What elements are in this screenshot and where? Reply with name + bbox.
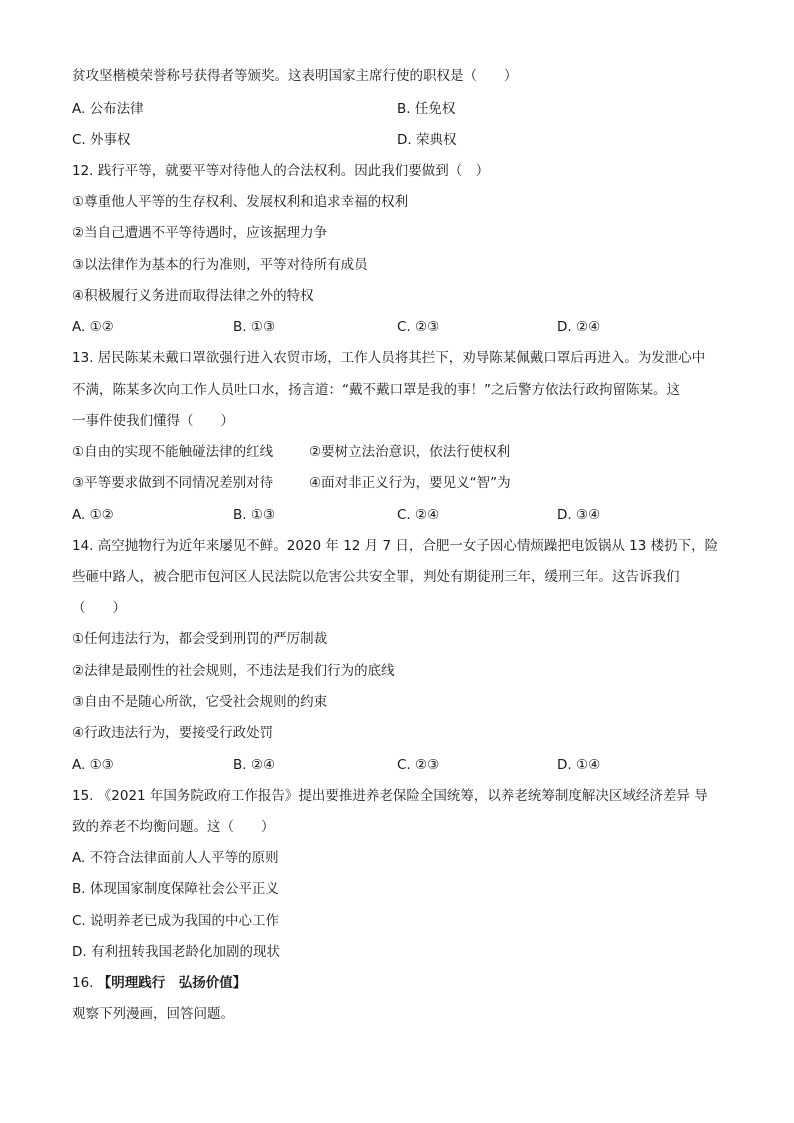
q12-stem: 12. 践行平等，就要平等对待他人的合法权利。因此我们要做到（ ） (72, 163, 490, 179)
q14-stem-line-1: 14. 高空抛物行为近年来屡见不鲜。2020 年 12 月 7 日，合肥一女子因心情烦躁把电饭锅从 13 楼扔下，险 (72, 538, 719, 554)
q14-stem-line-3: （ ） (72, 600, 126, 616)
q13-option-d: D. ③④ (557, 507, 601, 523)
q13-item-4: ④面对非正义行为，要见义“智”为 (309, 475, 511, 491)
q16-header (72, 974, 246, 992)
q13-stem-line-2: 不满，陈某多次向工作人员吐口水，扬言道：“戴不戴口罩是我的事！”之后警方依法行政拘留陈某。这 (72, 382, 680, 398)
q12-item-1: ①尊重他人平等的生存权利、发展权利和追求幸福的权利 (72, 194, 409, 210)
q11-option-a: A. 公布法律 (72, 101, 144, 117)
q14-option-a: A. ①③ (72, 757, 114, 773)
q13-item-3: ③平等要求做到不同情况差别对待 (72, 475, 274, 491)
q11-option-b: B. 任免权 (397, 101, 456, 117)
q13-option-b: B. ①③ (233, 507, 276, 523)
q12-option-b: B. ①③ (233, 319, 276, 335)
q15-option-d: D. 有利扭转我国老龄化加剧的现状 (72, 944, 280, 960)
q11-option-d: D. 荣典权 (397, 132, 457, 148)
q16-number: 16. (72, 975, 94, 991)
q11-option-c: C. 外事权 (72, 132, 131, 148)
q12-item-2: ②当自己遭遇不平等待遇时，应该据理力争 (72, 225, 328, 241)
q15-stem-line-2: 致的养老不均衡问题。这（ ） (72, 819, 275, 835)
q12-option-a: A. ①② (72, 319, 114, 335)
q14-option-d: D. ①④ (557, 757, 601, 773)
q12-option-c: C. ②③ (397, 319, 440, 335)
q12-item-4: ④积极履行义务进而取得法律之外的特权 (72, 288, 314, 304)
q13-option-c: C. ②④ (397, 507, 440, 523)
q14-item-2: ②法律是最刚性的社会规则，不违法是我们行为的底线 (72, 663, 395, 679)
q13-item-1: ①自由的实现不能触碰法律的红线 (72, 444, 274, 460)
q13-stem-line-3: 一事件使我们懂得（ ） (72, 413, 234, 429)
q13-option-a: A. ①② (72, 507, 114, 523)
q15-option-a: A. 不符合法律面前人人平等的原则 (72, 850, 279, 866)
q11-stem-tail: 贫攻坚楷模荣誉称号获得者等颁奖。这表明国家主席行使的职权是（ ） (72, 68, 518, 84)
q15-stem-line-1: 15. 《2021 年国务院政府工作报告》提出要推进养老保险全国统筹，以养老统筹制度解决区域经济差异 导 (72, 788, 708, 804)
q12-item-3: ③以法律作为基本的行为准则，平等对待所有成员 (72, 257, 368, 273)
q16-heading: 【明理践行 弘扬价值】 (97, 975, 247, 991)
q12-option-d: D. ②④ (557, 319, 601, 335)
q14-option-b: B. ②④ (233, 757, 276, 773)
q13-stem-line-1: 13. 居民陈某未戴口罩欲强行进入农贸市场，工作人员将其拦下，劝导陈某佩戴口罩后再进入。为发泄心中 (72, 350, 706, 366)
q14-item-4: ④行政违法行为，要接受行政处罚 (72, 725, 274, 741)
q14-item-3: ③自由不是随心所欲，它受社会规则的约束 (72, 694, 328, 710)
q15-option-c: C. 说明养老已成为我国的中心工作 (72, 913, 280, 929)
q14-option-c: C. ②③ (397, 757, 440, 773)
q16-instruction: 观察下列漫画，回答问题。 (72, 1006, 234, 1022)
q14-stem-line-2: 些砸中路人，被合肥市包河区人民法院以危害公共安全罪，判处有期徒刑三年，缓刑三年。这告诉我们 (72, 569, 680, 585)
q14-item-1: ①任何违法行为，都会受到刑罚的严厉制裁 (72, 631, 328, 647)
q13-item-2: ②要树立法治意识，依法行使权利 (309, 444, 511, 460)
q15-option-b: B. 体现国家制度保障社会公平正义 (72, 881, 279, 897)
